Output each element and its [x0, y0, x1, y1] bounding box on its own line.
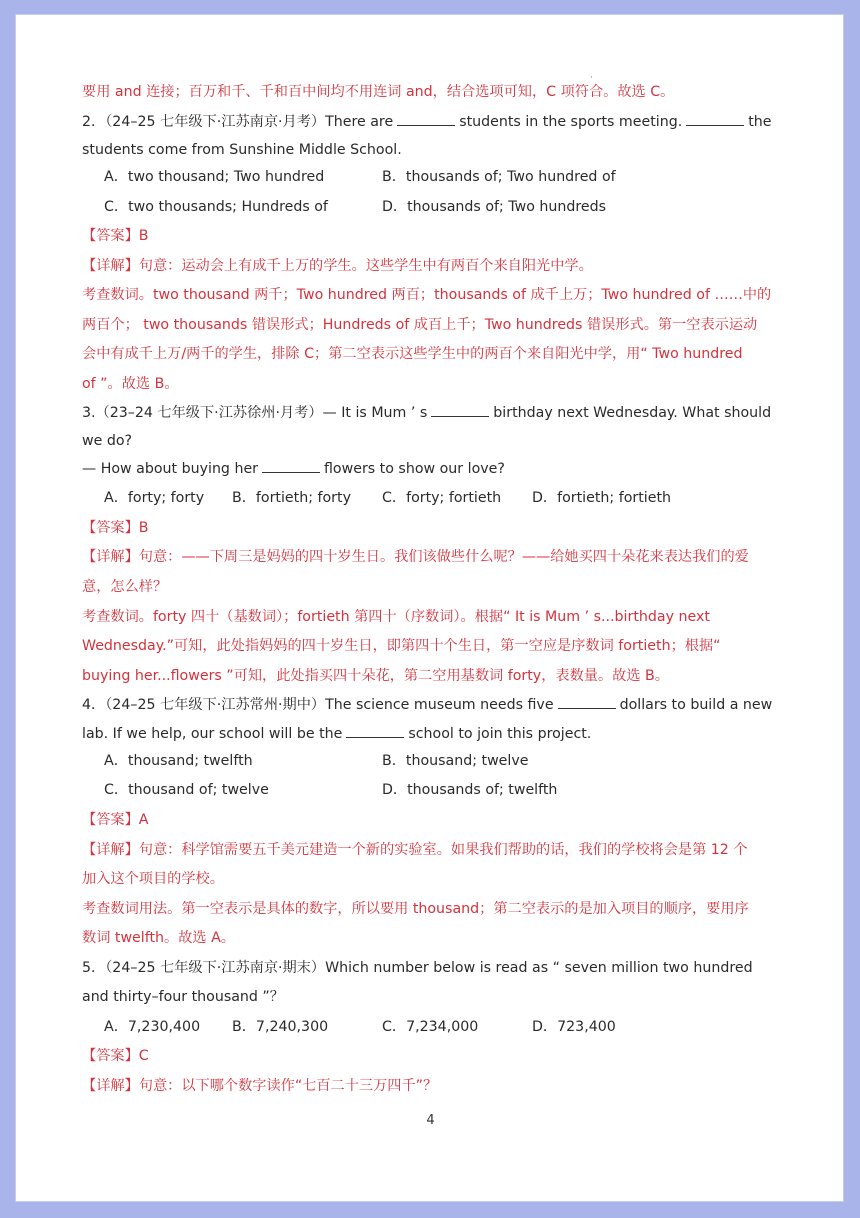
q2-option-d: D．thousands of; Two hundreds: [382, 199, 607, 215]
q4-answer: 【答案】A: [82, 812, 149, 828]
intro-text: 要用 and 连接；百万和千、千和百中间均不用连词 and，结合选项可知，C 项符合。故选 C。: [82, 84, 675, 100]
q3-blank-2: [262, 460, 320, 473]
q4-detail: 【详解】句意：科学馆需要五千美元建造一个新的实验室。如果我们帮助的话，我们的学校将会是第 12 个: [82, 842, 748, 858]
q3-detail: buying her...flowers ”可知，此处指买四十朵花，第二空用基数词 forty，表数量。故选 B。: [82, 668, 669, 684]
q3-detail: 意，怎么样？: [82, 579, 168, 595]
q3-option-d: D．fortieth; fortieth: [532, 490, 671, 506]
q5-option-a: A．7,230,400: [104, 1019, 201, 1035]
q2-blank-1: [397, 113, 455, 126]
q3-stem-line2: we do?: [82, 433, 133, 449]
q2-blank-2: [686, 113, 744, 126]
q3-detail: 考查数词。forty 四十（基数词）；fortieth 第四十（序数词）。根据“ It is Mum ’ s...birthday next: [82, 609, 710, 625]
page-number: 4: [426, 1113, 435, 1128]
q2-option-a: A．two thousand; Two hundred: [104, 169, 325, 185]
q4-detail: 数词 twelfth。故选 A。: [82, 930, 235, 946]
q4-option-b: B．thousand; twelve: [382, 753, 529, 769]
q4-blank-1: [558, 696, 616, 709]
q2-option-b: B．thousands of; Two hundred of: [382, 169, 616, 185]
q4-option-a: A．thousand; twelfth: [104, 753, 253, 769]
q5-option-d: D．723,400: [532, 1019, 616, 1035]
q3-stem-line1: 3.（23–24 七年级下·江苏徐州·月考）— It is Mum ’ s birthday next Wednesday. What should: [82, 405, 772, 421]
q2-answer: 【答案】B: [82, 228, 149, 244]
q2-stem-line1: 2．（24–25 七年级下·江苏南京·月考）There are students in the sports meeting. the: [82, 114, 772, 130]
q3-option-b: B．fortieth; forty: [232, 490, 351, 506]
q4-stem-line2: lab. If we help, our school will be the school to join this project.: [82, 726, 592, 742]
q5-stem-line1: 5．（24–25 七年级下·江苏南京·期末）Which number below is read as “ seven million two hundred: [82, 960, 753, 976]
q3-option-a: A．forty; forty: [104, 490, 205, 506]
q2-detail: 【详解】句意：运动会上有成千上万的学生。这些学生中有两百个来自阳光中学。: [82, 258, 593, 274]
q3-option-c: C．forty; fortieth: [382, 490, 502, 506]
q4-detail: 加入这个项目的学校。: [82, 871, 224, 887]
q3-detail: 【详解】句意：——下周三是妈妈的四十岁生日。我们该做些什么呢？——给她买四十朵花来表达我们的爱: [82, 549, 749, 565]
q2-stem-line2: students come from Sunshine Middle School.: [82, 142, 402, 158]
q3-stem-line3: — How about buying her flowers to show our love?: [82, 461, 505, 477]
q4-option-d: D．thousands of; twelfth: [382, 782, 558, 798]
q5-option-b: B．7,240,300: [232, 1019, 329, 1035]
q5-answer: 【答案】C: [82, 1048, 149, 1064]
q4-detail: 考查数词用法。第一空表示是具体的数字，所以要用 thousand；第二空表示的是加入项目的顺序，要用序: [82, 901, 749, 917]
q2-detail: of ”。故选 B。: [82, 376, 179, 392]
q2-detail: 会中有成千上万/两千的学生，排除 C；第二空表示这些学生中的两百个来自阳光中学，用“ Two hundred: [82, 346, 743, 362]
q4-stem-line1: 4．（24–25 七年级下·江苏常州·期中）The science museum needs five dollars to build a new: [82, 697, 773, 713]
q3-blank-1: [431, 404, 489, 417]
q4-blank-2: [346, 725, 404, 738]
q2-option-c: C．two thousands; Hundreds of: [104, 199, 328, 215]
document-page: · 要用 and 连接；百万和千、千和百中间均不用连词 and，结合选项可知，C 项符合。故选 C。 2．（24–25 七年级下·江苏南京·月考）There are students in the sports meeting. the students come from Sunshine Middle School. A．two thousand; Two hundred B．thousands of; Two hundred of C．two thousands; Hundreds of D．thousands of; Two hundreds 【答案】B 【详解】句意：运动会上有成千上万的学生。这些学生中有两百个来自阳光中学。 考查数词。two thousand 两千；Two hundred 两百；thousands of 成千上万；Two hundred of ……中的 两百个； two thousands 错误形式；Hundreds of 成百上千；Two hundreds 错误形式。第一空表示运动 会中有成千上万/两千的学生，排除 C；第二空表示这些学生中的两百个来自阳光中学，用“ Two hundred of ”。故选 B。 3.（23–24 七年级下·江苏徐州·月考）— It is Mum ’ s birthday next Wednesday. What should we do? — How about buying her flowers to show our love? A．forty; forty B．fortieth; forty C．forty; fortieth D．fortieth; fortieth 【答案】B 【详解】句意：——下周三是妈妈的四十岁生日。我们该做些什么呢？——给她买四十朵花来表达我们的爱 意，怎么样？ 考查数词。forty 四十（基数词）；fortieth 第四十（序数词）。根据“ It is Mum ’ s...birthday next Wednesday.”可知，此处指妈妈的四十岁生日，即第四十个生日，第一空应是序数词 fortieth；根据“ buying her...flowers ”可知，此处指买四十朵花，第二空用基数词 forty，表数量。故选 B。 4．（24–25 七年级下·江苏常州·期中）The science museum needs five dollars to build a new lab. If we help, our school will be the school to join this project. A．thousand; twelfth B．thousand; twelve C．thousand of; twelve D．thousands of; twelfth 【答案】A 【详解】句意：科学馆需要五千美元建造一个新的实验室。如果我们帮助的话，我们的学校将会是第 12 个 加入这个项目的学校。 考查数词用法。第一空表示是具体的数字，所以要用 thousand；第二空表示的是加入项目的顺序，要用序 数词 twelfth。故选 A。 5．（24–25 七年级下·江苏南京·期末）Which number below is read as “ seven million two hundred and thirty–four thousand ”？ A．7,230,400 B．7,240,300 C．7,234,000 D．723,400 【答案】C 【详解】句意：以下哪个数字读作“七百二十三万四千”？ 4: [15, 14, 844, 1202]
q2-detail: 考查数词。two thousand 两千；Two hundred 两百；thousands of 成千上万；Two hundred of ……中的: [82, 287, 772, 303]
q5-option-c: C．7,234,000: [382, 1019, 479, 1035]
q5-stem-line2: and thirty–four thousand ”？: [82, 989, 284, 1005]
q2-detail: 两百个； two thousands 错误形式；Hundreds of 成百上千；Two hundreds 错误形式。第一空表示运动: [82, 317, 758, 333]
q5-detail: 【详解】句意：以下哪个数字读作“七百二十三万四千”？: [82, 1078, 438, 1094]
q3-answer: 【答案】B: [82, 520, 149, 536]
q4-option-c: C．thousand of; twelve: [104, 782, 269, 798]
q3-detail: Wednesday.”可知，此处指妈妈的四十岁生日，即第四十个生日，第一空应是序数词 fortieth；根据“: [82, 638, 721, 654]
